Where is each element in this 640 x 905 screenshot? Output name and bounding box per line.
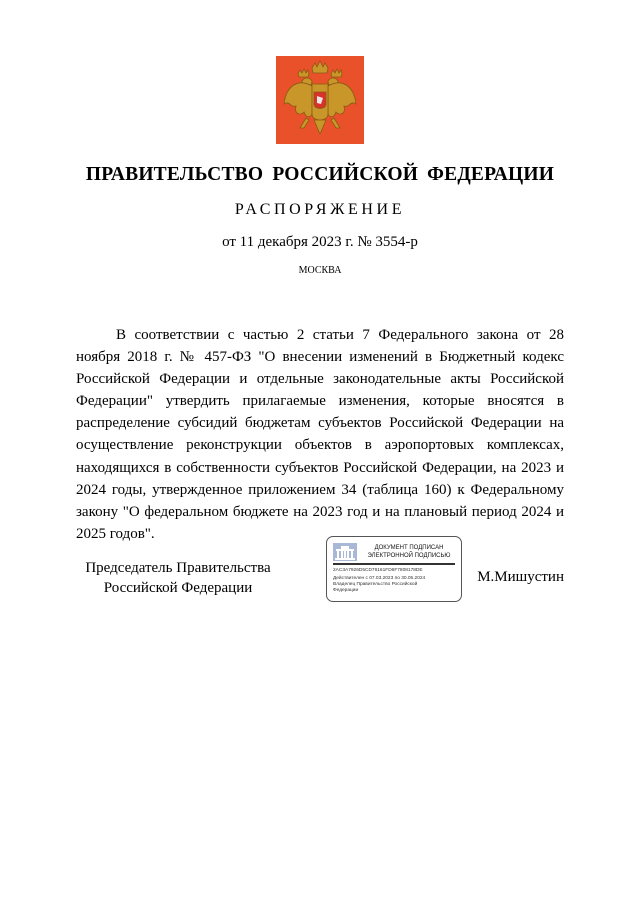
stamp-certificate: 2AC3A7926D5CD76161FD6F7808178DE	[333, 568, 423, 573]
stamp-title-line1: ДОКУМЕНТ ПОДПИСАН	[374, 545, 444, 551]
signer-position-line2: Российской Федерации	[103, 579, 253, 596]
document-type: РАСПОРЯЖЕНИЕ	[234, 201, 406, 218]
document-date-number: от 11 декабря 2023 г. № 3554-р	[222, 234, 418, 250]
stamp-title	[361, 544, 457, 560]
order-paragraph: В соответствии с частью 2 статьи 7 Федерального закона от 28 ноября 2018 г. № 457-ФЗ "О внесении изменений в Бюджетный кодекс Российской Федерации и отдельные законодательные акты Российской Федерации" утвердить прилагаемые изменения, которые вносятся в распределение субсидий бюджетам субъектов Российской Федерации на осуществление реконструкции объектов в аэропортовых комплексах, находящихся в собственности субъектов Российской Федерации, на 2023 и 2024 годы, утвержденное приложением 34 (таблица 160) к Федеральному закону "О федеральном бюджете на 2023 год и на плановый период 2024 и 2025 годов".	[76, 327, 564, 542]
electronic-signature-stamp	[326, 536, 462, 602]
stamp-validity: Действителен с 07.03.2023 по 30.05.2024	[333, 576, 426, 581]
document-city: МОСКВА	[298, 265, 342, 276]
signer-position-line1: Председатель Правительства	[85, 560, 271, 576]
stamp-owner-line2: Федерации	[333, 588, 359, 593]
coat-of-arms-icon	[276, 56, 364, 144]
government-building-icon	[333, 543, 357, 561]
coat-of-arms-emblem	[276, 56, 364, 144]
stamp-title-line2: ЭЛЕКТРОННОЙ ПОДПИСЬЮ	[367, 553, 451, 559]
stamp-owner-line1: Владелец Правительство Российской	[333, 582, 418, 587]
stamp-divider	[333, 563, 455, 565]
government-title: ПРАВИТЕЛЬСТВО РОССИЙСКОЙ ФЕДЕРАЦИИ	[85, 164, 555, 185]
signer-name: М.Мишустин	[477, 569, 564, 585]
signer-position	[78, 559, 278, 598]
